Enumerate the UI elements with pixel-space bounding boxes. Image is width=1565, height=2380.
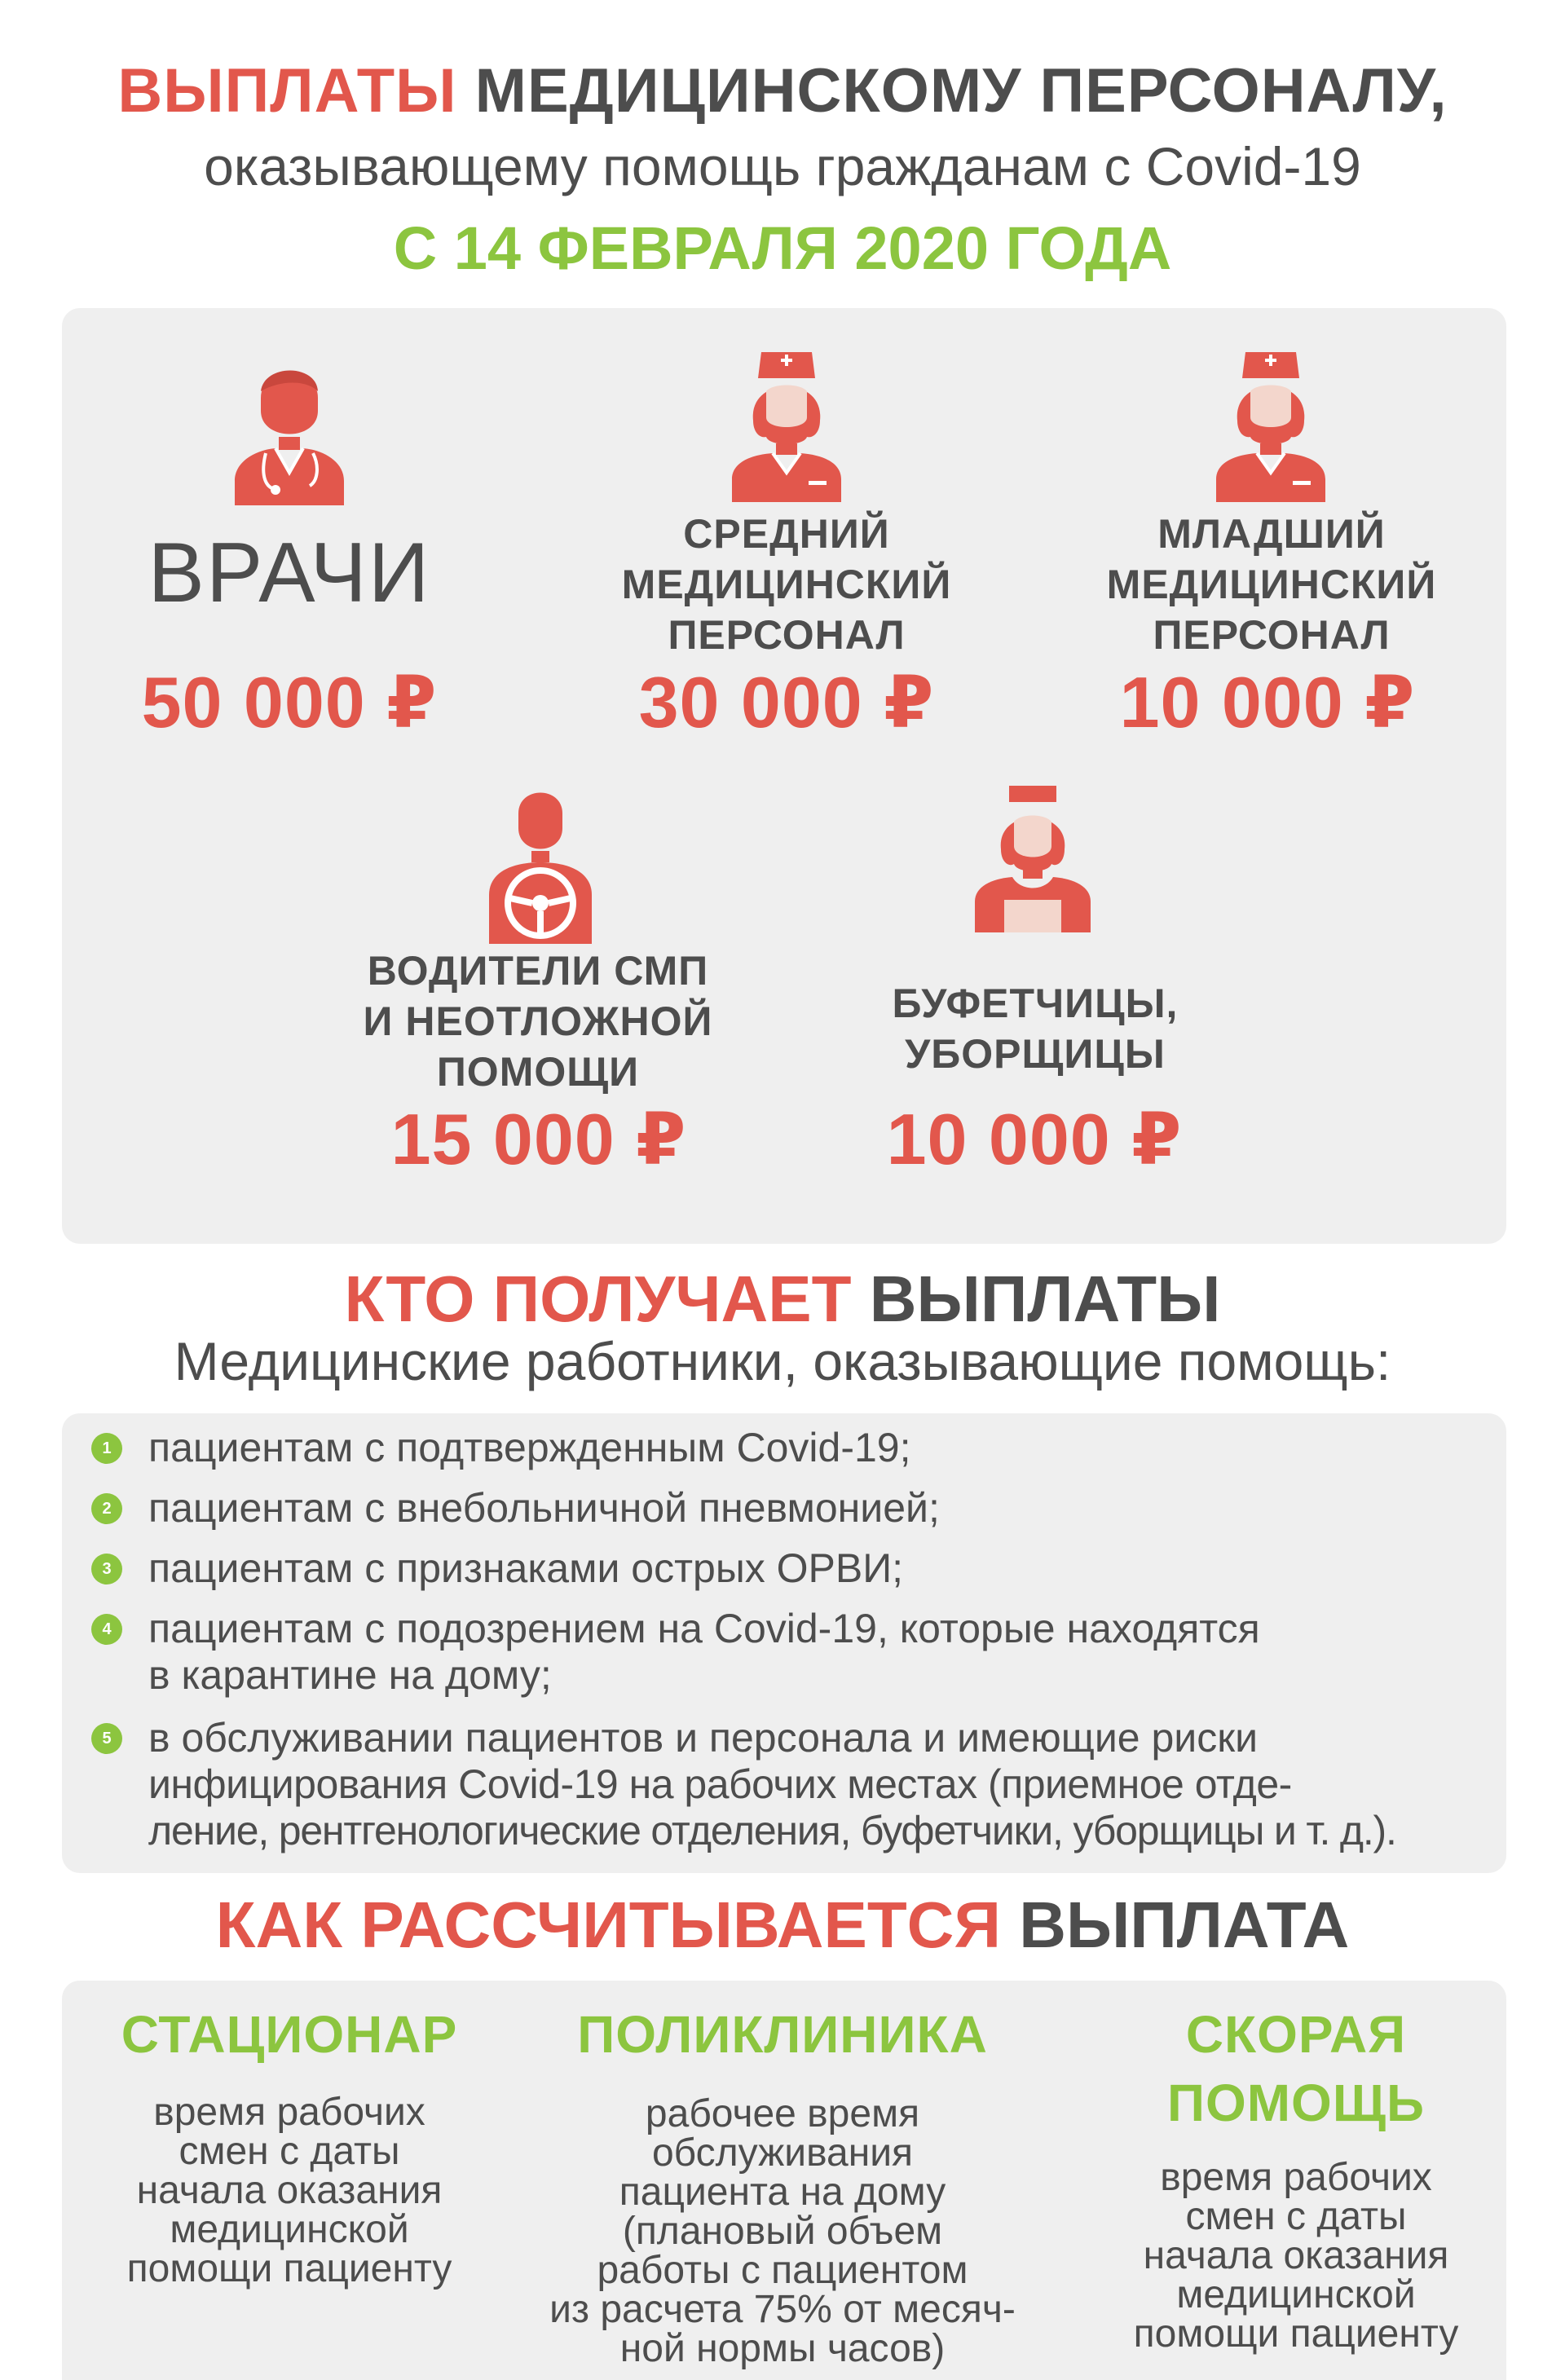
amount-junior-staff: 10 000 ₽ bbox=[1119, 662, 1416, 743]
col-title-hospital: СТАЦИОНАР bbox=[121, 2005, 458, 2064]
number-badge: 2 bbox=[91, 1493, 122, 1524]
role-junior-staff: МЛАДШИЙ МЕДИЦИНСКИЙ ПЕРСОНАЛ bbox=[1106, 511, 1437, 658]
number-badge: 1 bbox=[91, 1433, 122, 1464]
role-middle-staff: СРЕДНИЙ МЕДИЦИНСКИЙ ПЕРСОНАЛ bbox=[621, 511, 952, 658]
amount-cleaners: 10 000 ₽ bbox=[886, 1099, 1183, 1179]
who-title: КТО ПОЛУЧАЕТ ВЫПЛАТЫ bbox=[344, 1263, 1221, 1335]
amount-drivers: 15 000 ₽ bbox=[390, 1099, 687, 1179]
page-title bbox=[0, 55, 1565, 126]
col-title-ambulance: СКОРАЯ ПОМОЩЬ bbox=[1166, 2005, 1426, 2132]
title-rest: МЕДИЦИНСКОМУ ПЕРСОНАЛУ, bbox=[474, 56, 1448, 126]
doctor-icon bbox=[228, 350, 350, 505]
cleaner-icon bbox=[972, 778, 1094, 932]
col-text-hospital: время рабочих смен с даты начала оказания медицинской помощи пациенту bbox=[126, 2091, 452, 2290]
number-badge: 5 bbox=[91, 1723, 122, 1754]
title-highlight: ВЫПЛАТЫ bbox=[117, 56, 457, 126]
amount-middle-staff: 30 000 ₽ bbox=[638, 662, 935, 743]
col-text-ambulance: время рабочих смен с даты начала оказания медицинской помощи пациенту bbox=[1133, 2156, 1459, 2356]
role-drivers: ВОДИТЕЛИ СМП И НЕОТЛОЖНОЙ ПОМОЩИ bbox=[363, 948, 713, 1095]
amount-doctors: 50 000 ₽ bbox=[141, 662, 438, 743]
page-date: С 14 ФЕВРАЛЯ 2020 ГОДА bbox=[393, 214, 1172, 282]
page-subtitle: оказывающему помощь гражданам с Covid-19 bbox=[204, 136, 1361, 196]
who-subtitle: Медицинские работники, оказывающие помощь: bbox=[174, 1331, 1391, 1391]
calc-title: КАК РАССЧИТЫВАЕТСЯ ВЫПЛАТА bbox=[215, 1889, 1350, 1961]
role-cleaners: БУФЕТЧИЦЫ, УБОРЩИЦЫ bbox=[892, 981, 1179, 1077]
col-text-clinic: рабочее время обслуживания пациента на дому (плановый объем работы с пациентом из расчета 75% от месяч- ной нормы часов) bbox=[549, 2092, 1016, 2370]
col-title-clinic: ПОЛИКЛИНИКА bbox=[577, 2005, 988, 2064]
nurse-icon bbox=[1210, 342, 1332, 502]
driver-icon bbox=[479, 781, 602, 944]
nurse-icon bbox=[725, 342, 848, 502]
number-badge: 4 bbox=[91, 1614, 122, 1645]
number-badge: 3 bbox=[91, 1554, 122, 1584]
role-doctors: ВРАЧИ bbox=[148, 526, 431, 620]
